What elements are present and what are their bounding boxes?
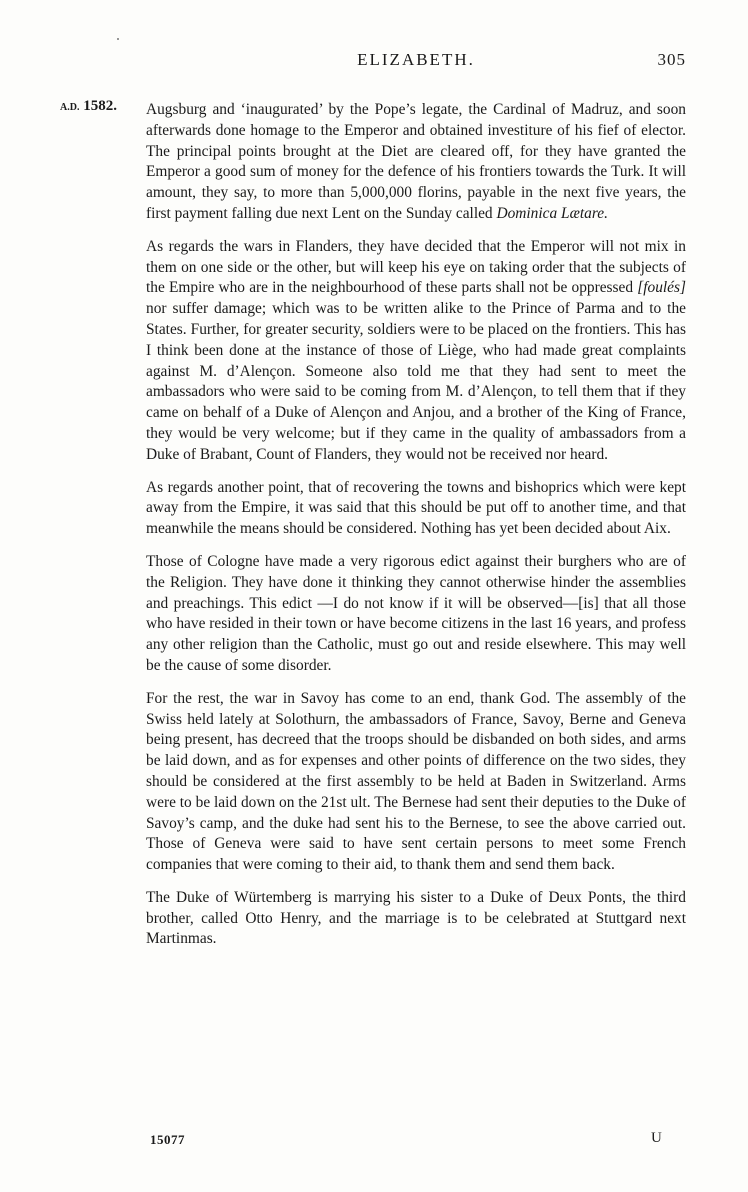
- paragraph: For the rest, the war in Savoy has come to an end, thank God. The assembly of the Swiss held lately at Solothurn, the ambassadors of France, Savoy, Berne and Geneva being present, has decreed that the troops should be disbanded on both sides, and arms be laid down, and as for expenses and other points of difference on the two sides, they should be considered at the first assembly to be held at Baden in Switzerland. Arms were to be laid down on the 21st ult. The Bernese had sent their deputies to the Duke of Savoy’s camp, and the duke had sent his to the Bernese, to see the above carried out. Those of Geneva were said to have sent certain persons to meet some French companies that were coming to their aid, to thank them and send them back.: [146, 689, 686, 874]
- paragraph: [146, 237, 686, 466]
- paragraph: As regards another point, that of recovering the towns and bishoprics which were kept away from the Empire, it was said that this should be put off to another time, and that meanwhile the means should be considered. Nothing has yet been decided about Aix.: [146, 478, 686, 538]
- italic-phrase: Dominica Lætare.: [496, 204, 608, 222]
- paragraph: Those of Cologne have made a very rigorous edict against their burghers who are of the Religion. They have done it thinking they cannot otherwise hinder the assemblies and preachings. This edict —I do not know if it will be observed—[is] that all those who have resided in their town or have become citizens in the last 16 years, and profess any other religion than the Catholic, must go out and reside elsewhere. This may well be the cause of some disorder.: [146, 552, 686, 674]
- paragraph-text: nor suffer damage; which was to be written alike to the Prince of Parma and to the States. Further, for greater security, soldiers were to be placed on the frontiers. This has I think been done at the instance of those of Liège, who had made great complaints against M. d’Alençon. Someone also told me that they had sent to meet the ambassadors who were said to be coming from M. d’Alençon, to tell them that if they came on behalf of a Duke of Alençon and Anjou, and a brother of the King of France, they would be very welcome; but if they came in the quality of ambassadors from a Duke of Brabant, Count of Flanders, they would not be received nor heard.: [146, 300, 686, 463]
- sheet-mark: U: [651, 1130, 662, 1146]
- margin-date: [60, 98, 117, 115]
- italic-phrase: [foulés]: [637, 279, 686, 297]
- paragraph: The Duke of Würtemberg is marrying his sister to a Duke of Deux Ponts, the third brother, called Otto Henry, and the marriage is to be celebrated at Stuttgard next Martinmas.: [146, 888, 686, 948]
- paragraph-text: Augsburg and ‘inaugurated’ by the Pope’s legate, the Cardinal of Madruz, and soon afterwards done homage to the Emperor and obtained investiture of his fief of elector. The principal points brought at the Diet are cleared off, for they have granted the Emperor a good sum of money for the defence of his frontiers towards the Turk. It will amount, they say, to more than 5,000,000 florins, payable in the next five years, the first payment falling due next Lent on the Sunday called: [146, 101, 686, 222]
- running-title: ELIZABETH.: [357, 50, 475, 69]
- body-text: [146, 100, 686, 962]
- margin-date-year: 1582.: [83, 98, 117, 114]
- paragraph: [146, 100, 686, 225]
- stray-mark: [117, 38, 119, 40]
- margin-date-prefix: A.D.: [60, 102, 80, 113]
- page-number: 305: [657, 50, 686, 69]
- paragraph-text: As regards the wars in Flanders, they have decided that the Emperor will not mix in them on one side or the other, but will keep his eye on taking order that the subjects of the Empire who are in the neighbourhood of these parts shall not be oppressed: [146, 237, 686, 297]
- printer-signature: 15077: [150, 1132, 185, 1147]
